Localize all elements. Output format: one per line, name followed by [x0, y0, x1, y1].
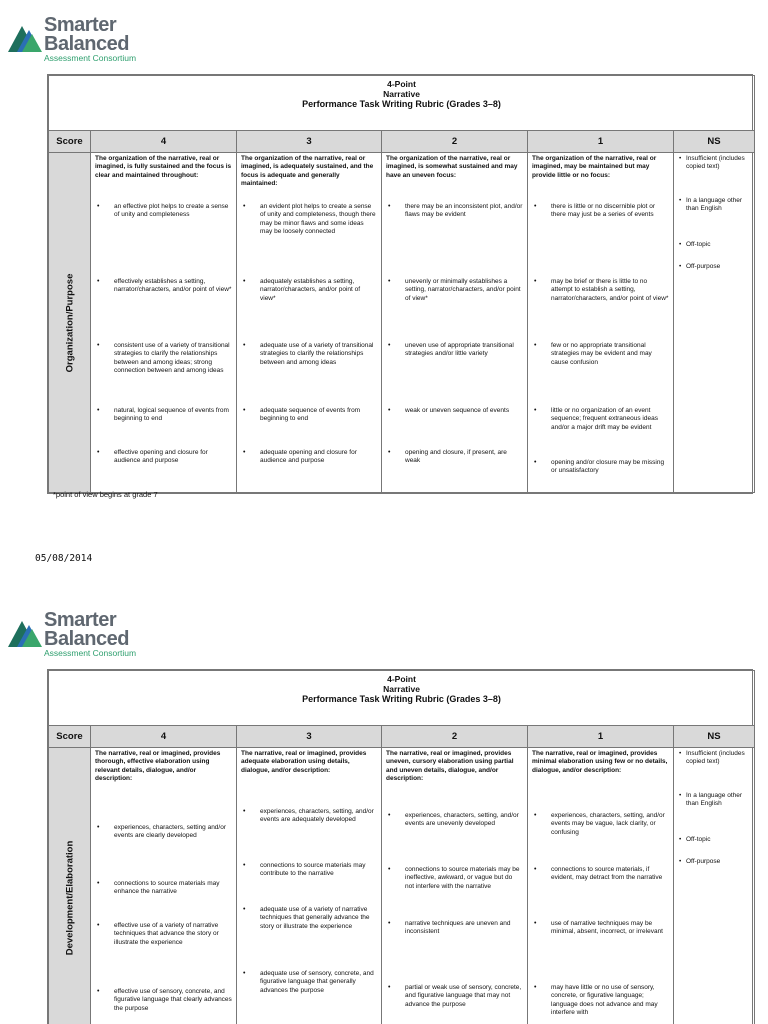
- logo-text-balanced: Balanced: [44, 33, 129, 55]
- footnote: *point of view begins at grade 7: [53, 490, 158, 499]
- score-3-cell: The narrative, real or imagined, provides adequate elaboration using details, dialogue, and/or description: • experiences, characters, setting, and/or events are adequately developed • connections to source materials may contribute to the narrative • adequate use of a variety of narrative techniques that generally advance the story or illustrate the experience • adequate use of sensory, concrete, and figurative language that generally advances the purpose: [237, 748, 382, 1024]
- header-3: 3: [237, 131, 382, 153]
- logo-tagline: Assessment Consortium: [44, 53, 137, 63]
- logo-text-smarter: Smarter: [44, 14, 117, 36]
- logo-triangles-icon: [8, 613, 42, 647]
- score-1-cell: The narrative, real or imagined, provides minimal elaboration using few or no details, dialogue, and/or description: • experiences, characters, setting, and/or events may be vague, lack clarity, or confusing • connections to source materials, if evident, may detract from the narrative • use of narrative techniques may be minimal, absent, incorrect, or irrelevant • may have little or no use of sensory, concrete, or figurative language; language does not advance and may interfere with: [528, 748, 674, 1024]
- row-label-organization: Organization/Purpose: [49, 153, 91, 493]
- rubric-table-organization: [47, 74, 753, 494]
- score-1-cell: The organization of the narrative, real or imagined, may be maintained but may provide little or no focus: • there is little or no discernible plot or there may just be a series of events • may be brief or there is little to no attempt to establish a setting, narrator/characters, and/or point of view* • few or no appropriate transitional strategies may be evident and may cause confusion • little or no organization of an event sequence; frequent extraneous ideas and/or a major drift may be evident • opening and/or closure may be missing or unsatisfactory: [528, 153, 674, 493]
- score-ns-cell: • Insufficient (includes copied text) • In a language other than English • Off-topic • Off-purpose: [674, 748, 755, 1024]
- rubric-title: 4-Point Narrative Performance Task Writing Rubric (Grades 3–8): [49, 76, 755, 131]
- logo-text-balanced: Balanced: [44, 628, 129, 650]
- page-date: 05/08/2014: [35, 553, 93, 564]
- score-2-cell: The organization of the narrative, real or imagined, is somewhat sustained and may have an uneven focus: • there may be an inconsistent plot, and/or flaws may be evident • unevenly or minimally establishes a setting, narrator/characters, and/or point of view* • uneven use of appropriate transitional strategies and/or little variety • weak or uneven sequence of events • opening and closure, if present, are weak: [382, 153, 528, 493]
- rubric-table-development: [47, 669, 753, 1024]
- header-4: 4: [91, 726, 237, 748]
- logo-tagline: Assessment Consortium: [44, 648, 137, 658]
- score-ns-cell: • Insufficient (includes copied text) • In a language other than English • Off-topic • Off-purpose: [674, 153, 755, 493]
- header-2: 2: [382, 726, 528, 748]
- header-3: 3: [237, 726, 382, 748]
- row-label-development: Development/Elaboration: [49, 748, 91, 1024]
- header-1: 1: [528, 726, 674, 748]
- score-4-cell: The narrative, real or imagined, provides thorough, effective elaboration using relevant details, dialogue, and/or description: • experiences, characters, setting and/or events are clearly developed • connections to source materials may enhance the narrative • effective use of a variety of narrative techniques that advance the story or illustrate the experience • effective use of sensory, concrete, and figurative language that clearly advances the purpose: [91, 748, 237, 1024]
- score-3-cell: The organization of the narrative, real or imagined, is adequately sustained, and the focus is adequate and generally maintained: • an evident plot helps to create a sense of unity and completeness, though there may be minor flaws and some ideas may be loosely connected • adequately establishes a setting, narrator/characters, and/or point of view* • adequate use of a variety of transitional strategies to clarify the relationships between and among ideas • adequate sequence of events from beginning to end • adequate opening and closure for audience and purpose: [237, 153, 382, 493]
- score-4-cell: The organization of the narrative, real or imagined, is fully sustained and the focus is clear and maintained throughout: • an effective plot helps to create a sense of unity and completeness • effectively establishes a setting, narrator/characters, and/or point of view* • consistent use of a variety of transitional strategies to clarify the relationships between and among ideas; strong connection between and among ideas • natural, logical sequence of events from beginning to end • effective opening and closure for audience and purpose: [91, 153, 237, 493]
- header-ns: NS: [674, 726, 755, 748]
- header-ns: NS: [674, 131, 755, 153]
- header-score: Score: [49, 726, 91, 748]
- logo-text-smarter: Smarter: [44, 609, 117, 631]
- header-2: 2: [382, 131, 528, 153]
- header-4: 4: [91, 131, 237, 153]
- rubric-title: 4-Point Narrative Performance Task Writing Rubric (Grades 3–8): [49, 671, 755, 726]
- header-1: 1: [528, 131, 674, 153]
- smarter-balanced-logo: [8, 14, 158, 62]
- score-2-cell: The narrative, real or imagined, provides uneven, cursory elaboration using partial and uneven details, dialogue, and/or description: • experiences, characters, setting, and/or events are unevenly developed • connections to source materials may be ineffective, awkward, or vague but do not interfere with the narrative • narrative techniques are uneven and inconsistent • partial or weak use of sensory, concrete, and figurative language that may not advance the purpose: [382, 748, 528, 1024]
- logo-triangles-icon: [8, 18, 42, 52]
- smarter-balanced-logo-page2: [8, 609, 158, 657]
- header-score: Score: [49, 131, 91, 153]
